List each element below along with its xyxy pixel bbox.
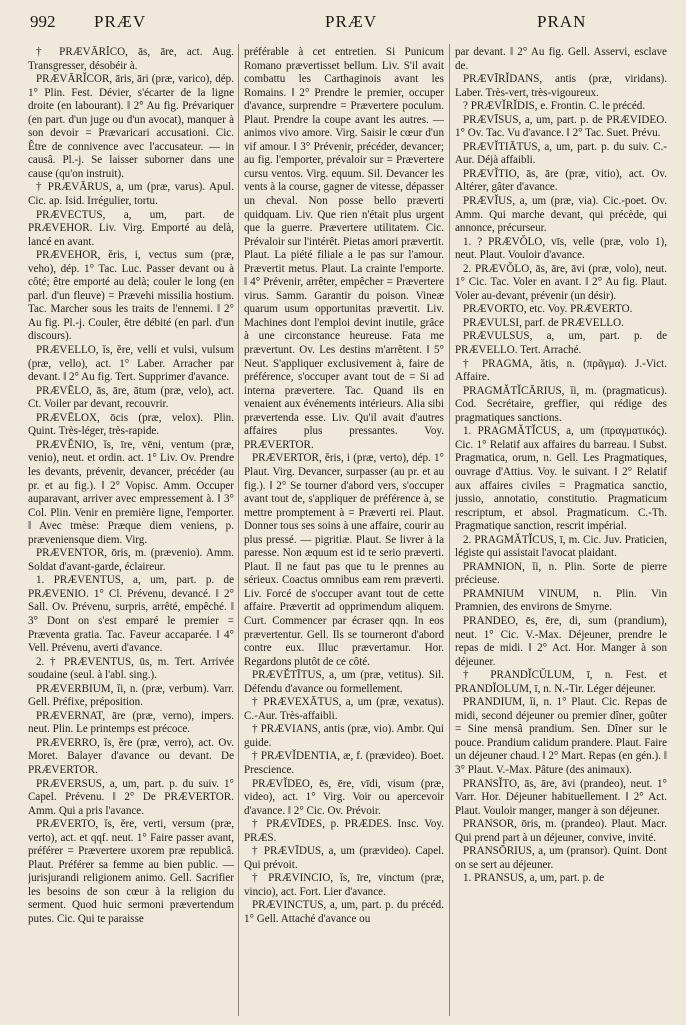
- dictionary-entry: PRÆVENTOR, ōris, m. (prævenio). Amm. Soldat d'avant-garde, éclaireur.: [28, 547, 234, 573]
- dictionary-entry: PRÆVERTO, ĭs, ĕre, verti, versum (præ, verto), act. et qqf. neut. 1° Faire passer avant, préférer = Prævertere uxorem præ republicâ. Plaut. Préférer sa femme au bien public. — jurisjurandi religionem animo. Gell. Sacrifier les besoins de son cœur à la religion du serment. Quod huic sermoni prævertendum putes. Cic. Qui te paraisse: [28, 818, 234, 925]
- dictionary-entry: ? PRÆVĬRĬDIS, e. Frontin. C. le précéd.: [463, 100, 646, 113]
- dictionary-entry: PRÆVULSI, parf. de PRÆVELLO.: [463, 316, 624, 329]
- dictionary-entry: PRÆVECTUS, a, um, part. de PRÆVEHOR. Liv. Virg. Emporté au delà, lancé en avant.: [28, 208, 234, 248]
- dictionary-entry: 2. PRÆVŎLO, ās, āre, āvi (præ, volo), neut. 1° Cic. Tac. Voler en avant. ‖ 2° Au fig. Plaut. Voler au-devant, prévenir (un désir).: [455, 262, 667, 302]
- column-divider: [238, 44, 239, 1016]
- dictionary-entry: PRÆVĬDEO, ēs, ēre, vīdi, visum (præ, video), act. 1° Virg. Voir ou apercevoir d'avance. ‖ 2° Cic. Ov. Prévoir.: [244, 777, 444, 817]
- running-head-right: PRAN: [537, 12, 587, 31]
- dictionary-entry: 1. PRANSUS, a, um, part. p. de: [463, 872, 605, 885]
- dictionary-entry: PRÆVINCTUS, a, um, part. p. du précéd. 1° Gell. Attaché d'avance ou: [244, 899, 444, 925]
- dictionary-entry: PRÆVĪSUS, a, um, part. p. de PRÆVIDEO. 1° Ov. Tac. Vu d'avance. ‖ 2° Tac. Suet. Prévu.: [455, 113, 667, 140]
- dictionary-entry: PRANSĬTO, ās, āre, āvi (prandeo), neut. 1° Varr. Hor. Déjeuner habituellement. ‖ 2° Act. Plaut. Vouloir manger, manger à son déjeuner.: [455, 777, 667, 817]
- dictionary-entry: PRÆVORTO, etc. Voy. PRÆVERTO.: [463, 303, 633, 316]
- dictionary-entry: PRÆVEHOR, ĕris, i, vectus sum (præ, veho), dép. 1° Tac. Luc. Passer devant ou à côté; être emporté au delà; couler le long (en parl. d'un fleuve) = Prævehi missilia hostium. Tac. Marcher sous les traits de l'ennemi. ‖ 2° Au fig. Pl.-j. Couler, être débité (en parl. d'un discours).: [28, 249, 234, 343]
- dictionary-entry: PRÆVĬUS, a, um (præ, via). Cic.-poet. Ov. Amm. Qui marche devant, qui précède, qui annonce, précurseur.: [455, 195, 667, 235]
- dictionary-entry: PRANSOR, ōris, m. (prandeo). Plaut. Macr. Qui prend part à un déjeuner, convive, invité.: [455, 818, 667, 844]
- dictionary-entry: † PRANDĬCŬLUM, ī, n. Fest. et PRANDĬOLUM, ī, n. N.-Tir. Léger déjeuner.: [455, 669, 667, 695]
- dictionary-entry: † PRÆVIANS, antis (præ, vio). Ambr. Qui guide.: [244, 723, 444, 749]
- dictionary-entry: par devant. ‖ 2° Au fig. Gell. Asservi, esclave de.: [455, 46, 667, 72]
- dictionary-entry: 1. ? PRÆVŎLO, vīs, velle (præ, volo 1), neut. Plaut. Vouloir d'avance.: [455, 235, 667, 262]
- dictionary-entry: PRANDEO, ēs, ēre, di, sum (prandium), neut. 1° Cic. V.-Max. Déjeuner, prendre le repas de midi. ‖ 2° Act. Hor. Manger à son déjeuner.: [455, 614, 667, 668]
- page-number: 992: [30, 12, 56, 31]
- dictionary-entry: PRÆVĒLOX, ōcis (præ, velox). Plin. Quint. Très-léger, très-rapide.: [28, 411, 234, 438]
- dictionary-entry: 2. † PRÆVENTUS, ūs, m. Tert. Arrivée soudaine (seul. à l'abl. sing.).: [28, 655, 234, 682]
- dictionary-entry: † PRÆVEXĀTUS, a, um (præ, vexatus). C.-Aur. Très-affaibli.: [244, 696, 444, 722]
- page-header: [0, 0, 686, 40]
- running-head-left: PRÆV: [94, 12, 147, 31]
- dictionary-entry: † PRÆVĪDES, p. PRÆDES. Insc. Voy. PRÆS.: [244, 818, 444, 844]
- dictionary-entry: PRÆVERBIUM, ĭi, n. (præ, verbum). Varr. Gell. Préfixe, préposition.: [28, 682, 234, 709]
- column-middle: [244, 46, 444, 1016]
- dictionary-entry: PRAMNIUM VINUM, n. Plin. Vin Pramnien, des environs de Smyrne.: [455, 587, 667, 614]
- dictionary-entry: PRÆVĀRĬCOR, āris, āri (præ, varico), dép. 1° Plin. Fest. Dévier, s'écarter de la ligne droite (en labourant). ‖ 2° Au fig. Prévariquer (en part. d'un juge ou d'un avocat), manquer à son devoir = Prævaricari accusationi. Cic. Être de connivence avec l'accusateur. — in causâ. Pl.-j. Se laisser suborner dans une cause (qu'on instruit).: [28, 73, 234, 180]
- dictionary-entry: PRÆVULSUS, a, um, part. p. de PRÆVELLO. Tert. Arraché.: [455, 330, 667, 357]
- dictionary-entry: 2. PRAGMĂTĬCUS, ī, m. Cic. Juv. Praticien, légiste qui assistait l'avocat plaidant.: [455, 533, 667, 560]
- dictionary-entry: 1. PRAGMĂTĬCUS, a, um (πραγματικός). Cic. 1° Relatif aux affaires du barreau. ‖ Subst. Pragmatica, orum, n. Gell. Les Pragmatiques, ouvrage d'Attius. Voy. le suivant. ‖ 2° Relatif aux affaires civiles = Pragmatica sanctio, jussio, annotatio, constitutio. Pragmaticum rescriptum, et absol. Pragmaticum. C.-Th. Pragmatique sanction, rescrit impérial.: [455, 425, 667, 533]
- dictionary-entry: 1. PRÆVENTUS, a, um, part. p. de PRÆVENIO. 1° Cl. Prévenu, devancé. ‖ 2° Sall. Ov. Prévenu, surpris, arrêté, empêché. ‖ 3° Dont on s'est emparé le premier = Præventa gratia. Tac. Faveur accaparée. ‖ 4° Vell. Prévenu, averti d'avance.: [28, 574, 234, 655]
- column-divider: [449, 44, 450, 1016]
- dictionary-entry: PRÆVĔNIO, ĭs, īre, vēni, ventum (præ, venio), neut. et ordin. act. 1° Liv. Ov. Prendre les devants, prévenir, devancer, précéder (au pr. et au fig.). ‖ 2° Vopisc. Amm. Occuper auparavant, arriver avec empressement à. ‖ 3° Col. Plin. Venir en première ligne, l'emporter. ‖ Avec tmèse: Præque diem veniens, p. præveniensque diem. Virg.: [28, 438, 234, 546]
- dictionary-entry: PRANSŌRIUS, a, um (pransor). Quint. Dont on se sert au déjeuner.: [455, 845, 667, 871]
- column-right: [455, 46, 667, 1016]
- column-left: [28, 46, 234, 1016]
- dictionary-entry: PRÆVĔTĪTUS, a, um (præ, vetitus). Sil. Défendu d'avance ou formellement.: [244, 669, 444, 695]
- dictionary-entry: PRÆVERNAT, āre (præ, verno), impers. neut. Plin. Le printemps est précoce.: [28, 709, 234, 736]
- dictionary-entry: PRÆVELLO, ĭs, ĕre, velli et vulsi, vulsum (præ, vello), act. 1° Laber. Arracher par devant. ‖ 2° Au fig. Tert. Supprimer d'avance.: [28, 344, 234, 384]
- dictionary-entry: PRÆVERRO, ĭs, ĕre (præ, verro), act. Ov. Moret. Balayer d'avance ou devant. De PRÆVERTOR.: [28, 736, 234, 776]
- dictionary-entry: † PRÆVĀRUS, a, um (præ, varus). Apul. Cic. ap. Isid. Irrégulier, tortu.: [28, 181, 234, 208]
- dictionary-entry: † PRAGMA, ătis, n. (πρᾶγμα). J.-Vict. Affaire.: [455, 357, 667, 384]
- dictionary-entry: † PRÆVĪDUS, a, um (prævideo). Capel. Qui prévoit.: [244, 845, 444, 871]
- dictionary-entry: PRÆVĪRĬDANS, antis (præ, viridans). Laber. Très-vert, très-vigoureux.: [455, 73, 667, 99]
- dictionary-entry: PRANDIUM, ĭi, n. 1° Plaut. Cic. Repas de midi, second déjeuner ou premier dîner, goûter = Sine mensâ prandium. Sen. Dîner sur le pouce. Prandium calidum prandere. Plaut. Faire un déjeuner chaud. ‖ 2° Mart. Repas (en gén.). ‖ 3° Plaut. V.-Max. Pâture (des animaux).: [455, 696, 667, 776]
- dictionary-entry: † PRÆVĬDENTIA, æ, f. (prævideo). Boet. Prescience.: [244, 750, 444, 776]
- dictionary-entry: PRÆVĒLO, ās, āre, ātum (præ, velo), act. Ct. Voiler par devant, recouvrir.: [28, 384, 234, 411]
- dictionary-entry: PRÆVĬTIO, ās, āre (præ, vitio), act. Ov. Altérer, gâter d'avance.: [455, 167, 667, 194]
- dictionary-entry: PRÆVERSUS, a, um, part. p. du suiv. 1° Capel. Prévenu. ‖ 2° De PRÆVERTOR. Amm. Qui a pris l'avance.: [28, 777, 234, 817]
- running-head-center: PRÆV: [325, 12, 378, 31]
- dictionary-entry: PRAMNION, ĭi, n. Plin. Sorte de pierre précieuse.: [455, 560, 667, 587]
- dictionary-entry: PRÆVĬTIĀTUS, a, um, part. p. du suiv. C.-Aur. Déjà affaibli.: [455, 140, 667, 167]
- dictionary-entry: PRAGMĂTĬCĀRIUS, ĭi, m. (pragmaticus). Cod. Secrétaire, greffier, qui rédige des pragmatiques sanctions.: [455, 384, 667, 424]
- dictionary-entry: † PRÆVĀRĬCO, ās, āre, act. Aug. Transgresser, désobéir à.: [28, 46, 234, 72]
- dictionary-entry: † PRÆVINCIO, ĭs, īre, vinctum (præ, vincio), act. Fort. Lier d'avance.: [244, 872, 444, 898]
- dictionary-entry: PRÆVERTOR, ĕris, i (præ, verto), dép. 1° Plaut. Virg. Devancer, surpasser (au pr. et au fig.). ‖ 2° Se tourner d'abord vers, s'occuper avant tout de, s'appliquer de préférence à, se mettre promptement à = Præverti rei. Plaut. Donner tous ses soins à une affaire, courir au plus pressé. — pigritiæ. Plaut. Se livrer à la paresse. Non æquum est id te serio præverti. Plaut. Il ne faut pas que tu le prennes au sérieux. Coactus omnibus eam rem præverti. Liv. Forcé de s'occuper avant tout de cette affaire. Prævertit ad opprimendum aliquem. Curt. Commencer par écraser qqn. In eos prævertentur. Gell. Ils se tourneront d'abord contre eux. Illuc prævertamur. Hor. Regardons plutôt de ce côté.: [244, 452, 444, 668]
- dictionary-entry: préférable à cet entretien. Si Punicum Romano prævertisset bellum. Liv. S'il avait combattu les Carthaginois avant les Romains. ‖ 2° Prendre le premier, occuper d'avance, surprendre = Prævertere poculum. Plaut. Prendre la coupe avant les autres. — animos vivo amore. Virg. Saisir le cœur d'un vif amour. ‖ 3° Prévenir, précéder, devancer; au fig. l'emporter, prévaloir sur = Prævertere cursu ventos. Virg. equum. Sil. Devancer les vents à la course, gagner de vitesse, dépasser un cheval. Non posse bello præverti quidquam. Liv. Que rien n'était plus urgent que la guerre. Prævertere utilitatem. Cic. Prévaloir sur l'intérêt. Pietas amori prævertit. Plaut. La piété filiale a le pas sur l'amour. Prævertit metus. Plaut. La crainte l'emporte. ‖ 4° Prévenir, arrêter, empêcher = Prævertere virus. Samm. Garantir du poison. Vineæ quarum usum opportunitas prævertit. Liv. Machines dont l'emploi devint inutile, grâce à une circonstance heureuse. Fata me prævertunt. Ov. Les destins m'arrêtent. ‖ 5° Neut. S'appliquer exclusivement à, faire de préférence, s'occuper avant tout de = Si ad interna prævertere. Tac. Quand ils en venaient aux événements intérieurs. Alia sibi prævertenda esse. Liv. Qu'il avait d'autres affaires plus pressantes. Voy. PRÆVERTOR.: [244, 46, 444, 451]
